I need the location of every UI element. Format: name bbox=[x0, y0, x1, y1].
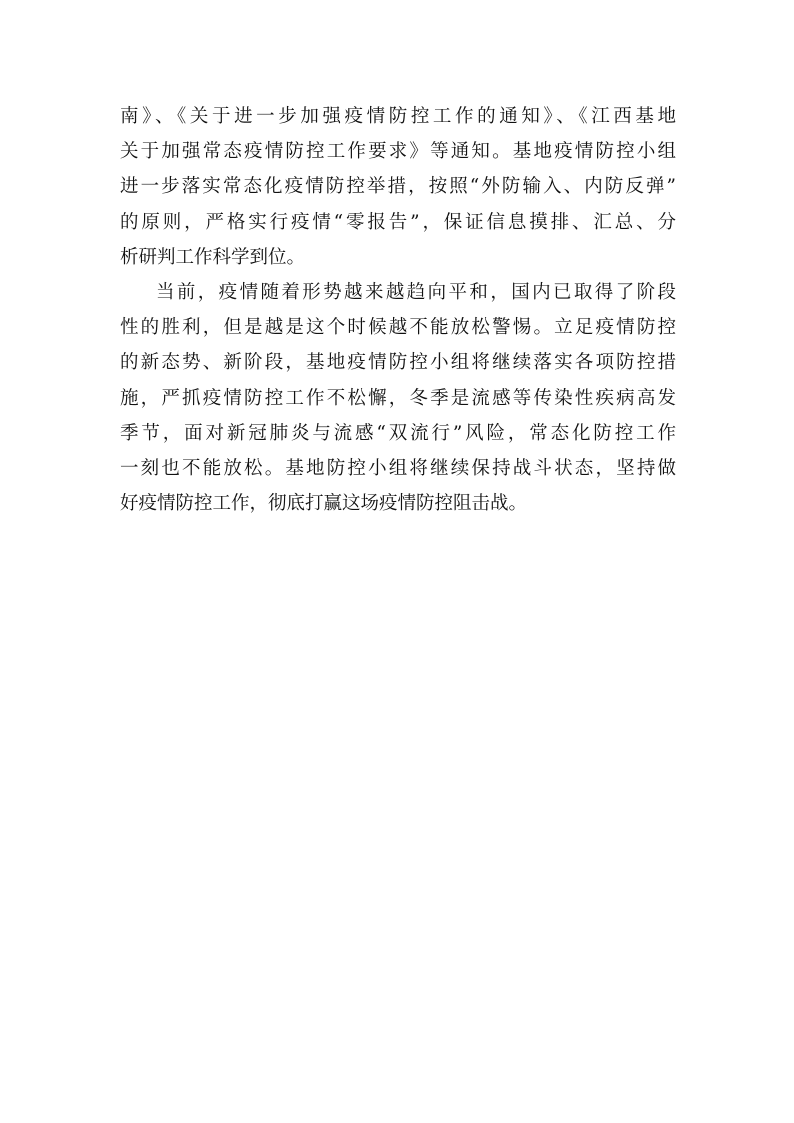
paragraph-1 bbox=[120, 99, 676, 275]
text-line: 的新态势、新阶段，基地疫情防控小组将继续落实各项防控措 bbox=[120, 352, 676, 374]
text-line: 进一步落实常态化疫情防控举措，按照“外防输入、内防反弹” bbox=[120, 176, 676, 198]
text-line: 施，严抓疫情防控工作不松懈，冬季是流感等传染性疾病高发 bbox=[120, 387, 676, 409]
text-line: 南》、《关于进一步加强疫情防控工作的通知》、《江西基地 bbox=[120, 106, 676, 127]
paragraph-2 bbox=[120, 275, 676, 521]
text-line: 季节，面对新冠肺炎与流感“双流行”风险，常态化防控工作 bbox=[120, 422, 676, 444]
text-line: 好疫情防控工作，彻底打赢这场疫情防控阻击战。 bbox=[120, 493, 528, 515]
text-line: 析研判工作科学到位。 bbox=[120, 246, 306, 268]
text-line: 关于加强常态疫情防控工作要求》等通知。基地疫情防控小组 bbox=[120, 141, 676, 163]
text-line: 一刻也不能放松。基地防控小组将继续保持战斗状态，坚持做 bbox=[120, 457, 676, 479]
document-body bbox=[120, 99, 676, 521]
text-line: 性的胜利，但是越是这个时候越不能放松警惕。立足疫情防控 bbox=[120, 317, 676, 339]
text-line: 的原则，严格实行疫情“零报告”，保证信息摸排、汇总、分 bbox=[120, 211, 676, 233]
text-line: 当前，疫情随着形势越来越趋向平和，国内已取得了阶段 bbox=[156, 281, 676, 303]
